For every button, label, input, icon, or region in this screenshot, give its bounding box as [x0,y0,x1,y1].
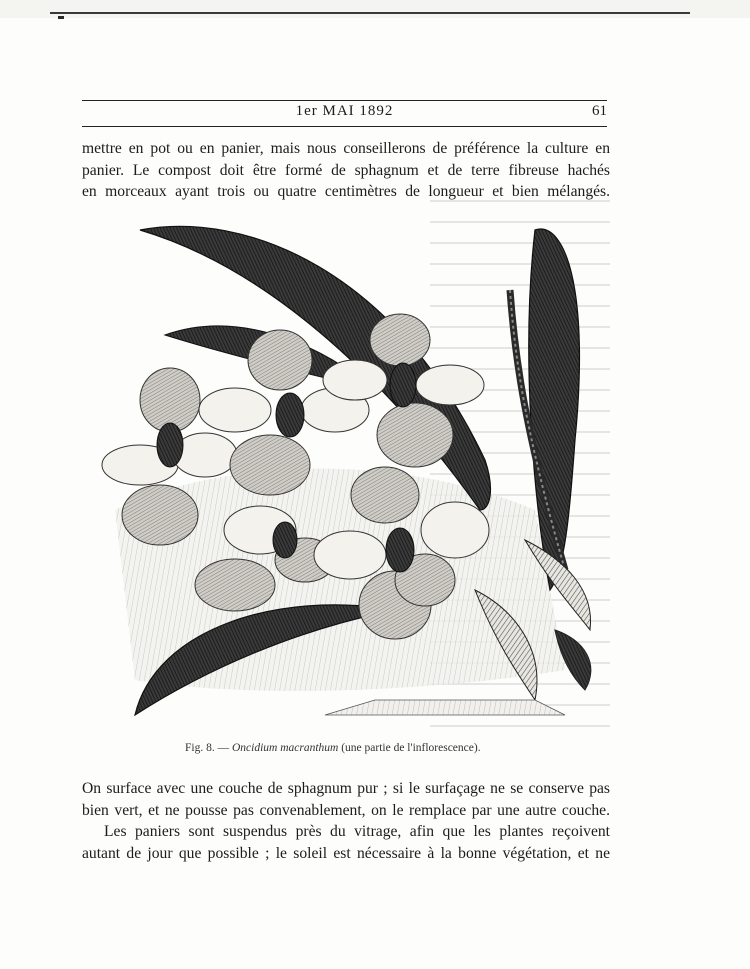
figure-species: Oncidium macranthum [231,742,339,754]
running-title: 1er MAI 1892 [295,103,394,119]
text-line: mettre en pot ou en panier, mais nous conseillerons de préférence la culture en [82,140,610,157]
figure-dash: — [217,742,230,754]
text-line: On surface avec une couche de sphagnum pur ; si le surfaçage ne se conserve pas [82,780,610,797]
page-number: 61 [592,103,607,119]
figure-note: (une partie de l'inflorescence). [341,742,481,754]
text-line: autant de jour que possible ; le soleil est nécessaire à la bonne végétation, et ne [82,844,610,862]
scan-top-margin [0,0,750,18]
scan-edge-mark [58,16,64,19]
header-rule-top [82,100,607,101]
header-rule-bottom [82,126,607,127]
running-header [82,102,607,124]
body-text-bottom [82,778,610,864]
body-text-top [82,138,610,203]
text-line: bien vert, et ne pousse pas convenablement, on le remplace par une autre couche. [82,801,610,819]
text-line: panier. Le compost doit être formé de sphagnum et de terre fibreuse hachés [82,161,610,179]
text-line: en morceaux ayant trois ou quatre centimètres de longueur et bien mélangés. [82,183,610,201]
text-line: Les paniers sont suspendus près du vitrage, afin que les plantes reçoivent [104,823,610,841]
figure-label: Fig. 8. [185,742,215,754]
orchid-engraving [95,210,610,730]
scan-edge-line [50,12,690,14]
figure-caption [185,742,605,754]
